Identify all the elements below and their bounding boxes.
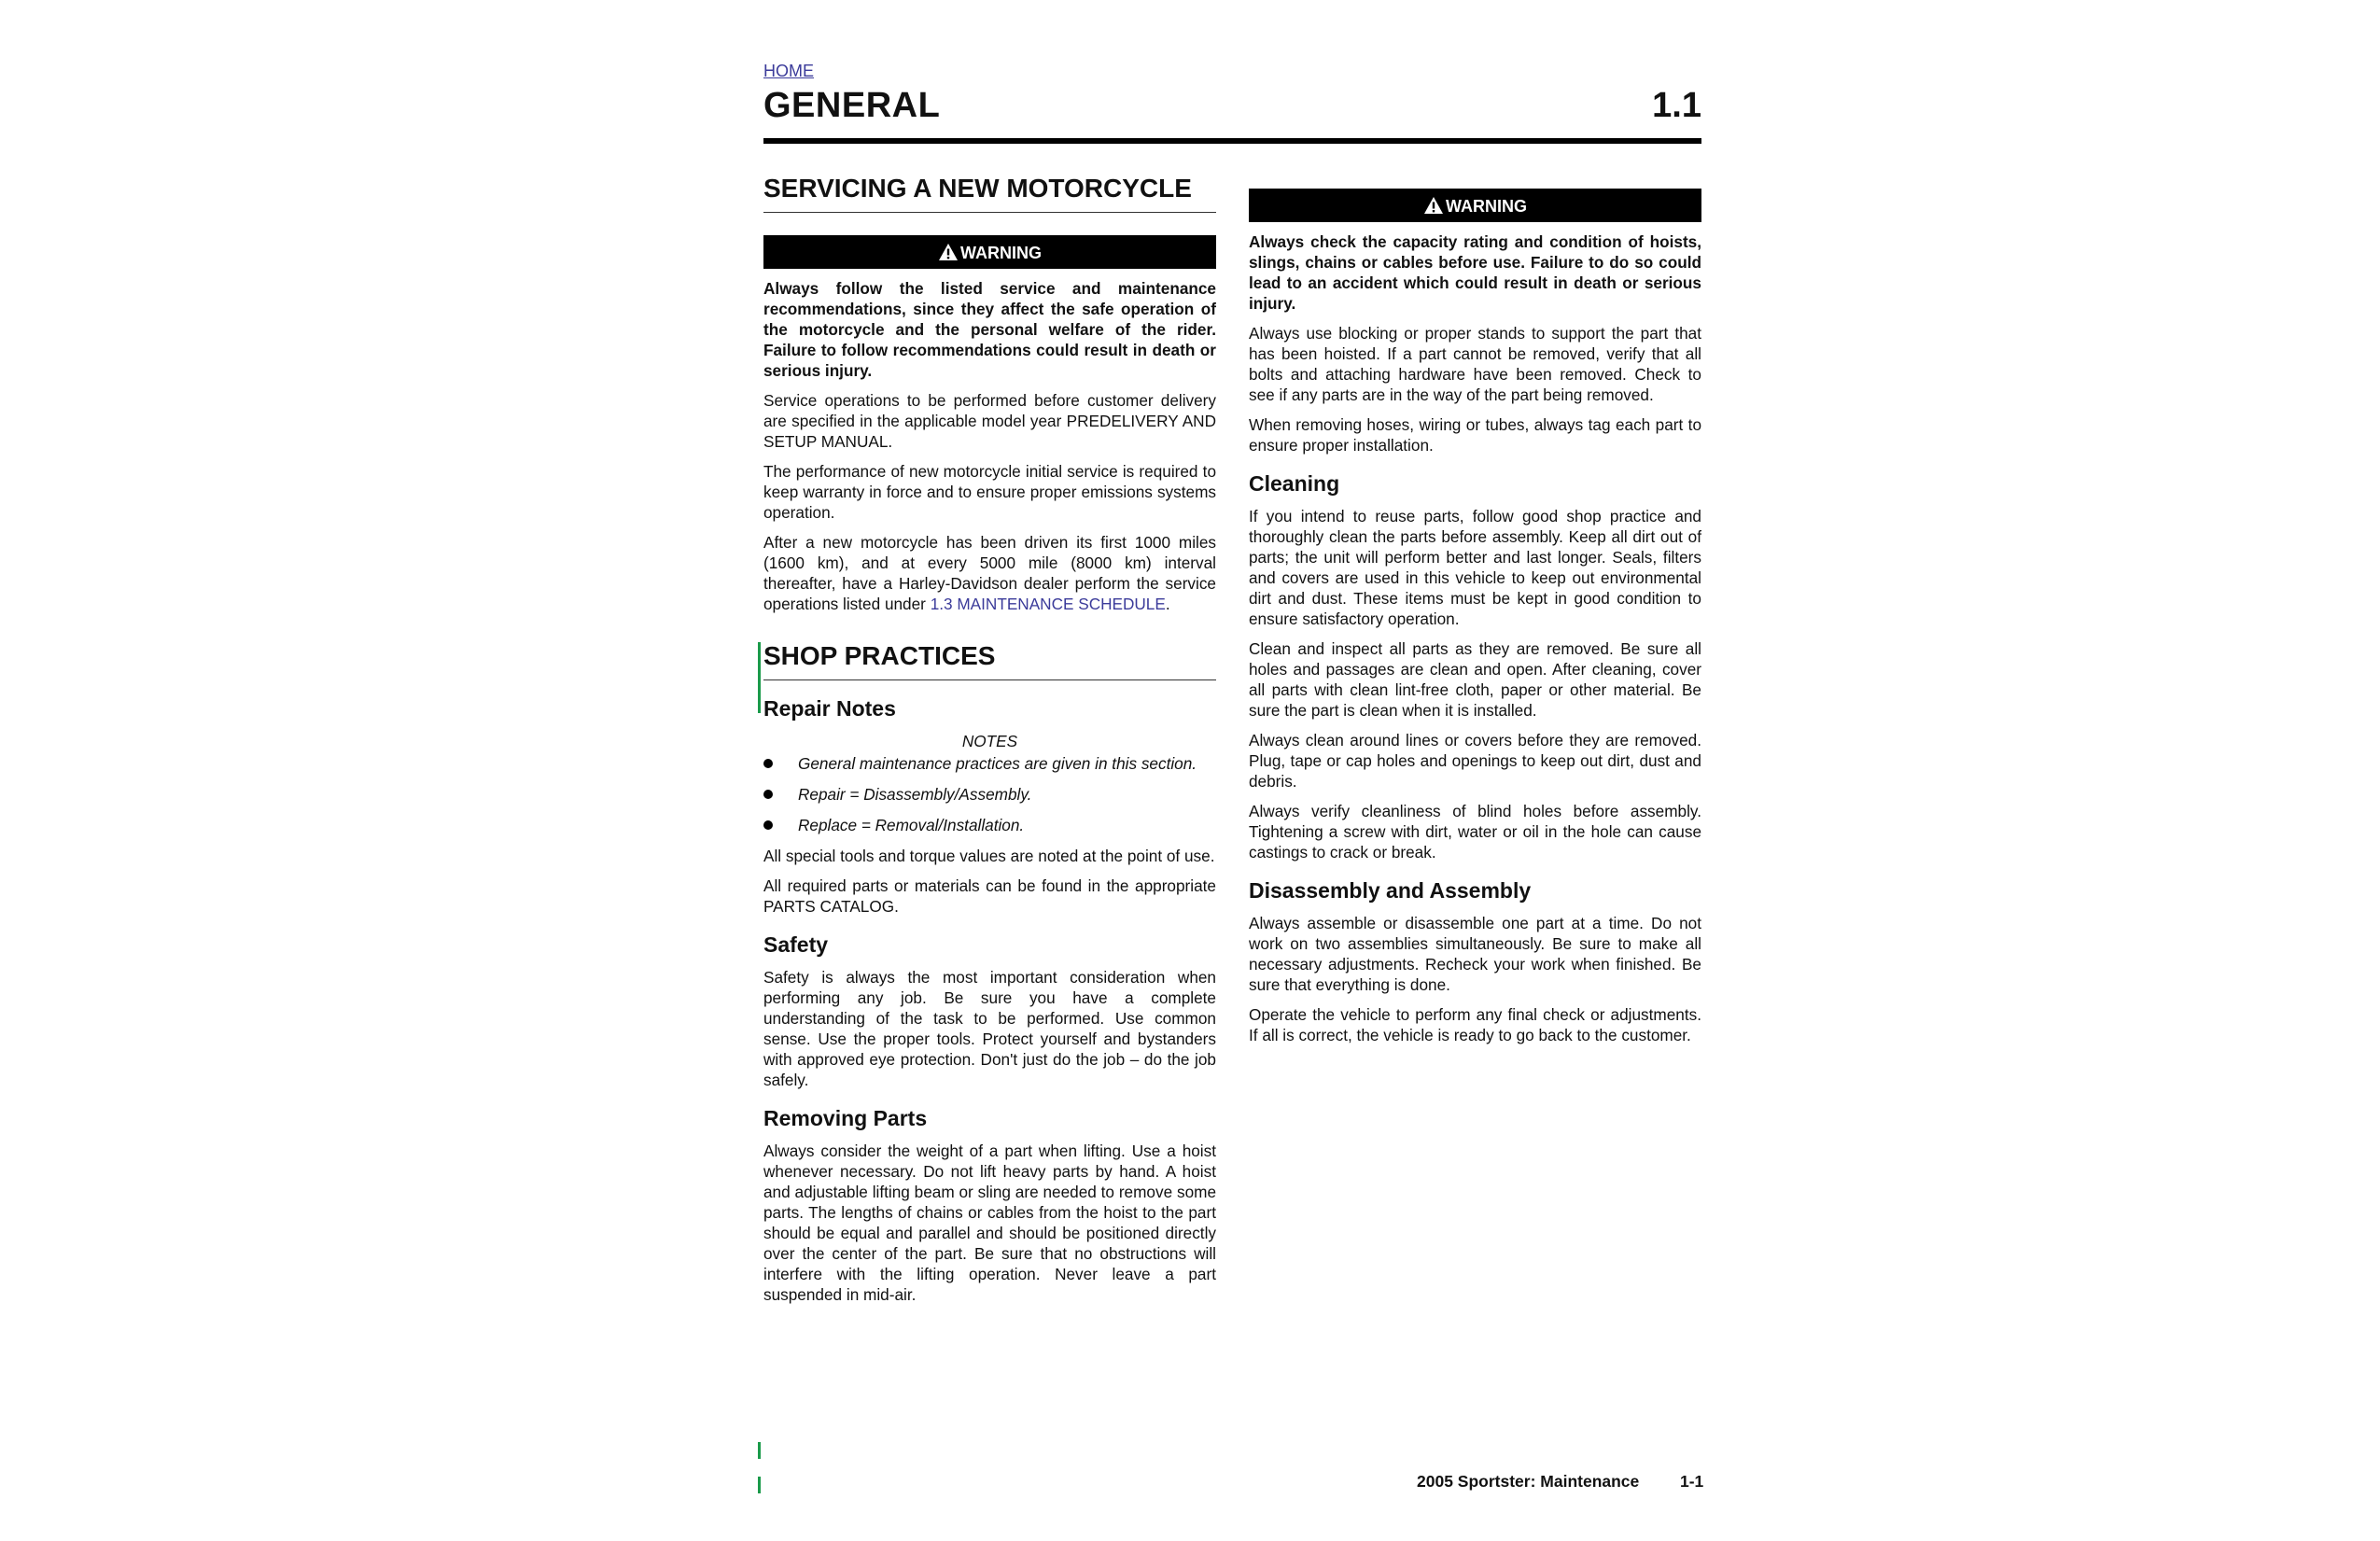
bullet-icon <box>763 790 773 799</box>
list-item <box>763 784 1216 805</box>
warning-banner <box>763 235 1216 269</box>
hoist-para-1: Always use blocking or proper stands to support the part that has been hoisted. If a part cannot be removed, verify that all bolts and attaching hardware have been removed. Check to see if any parts are in the way of the part being removed. <box>1249 324 1701 404</box>
note-text: Repair = Disassembly/Assembly. <box>798 785 1032 804</box>
footer-manual-title: 2005 Sportster: Maintenance <box>1417 1472 1640 1491</box>
warning-label: WARNING <box>960 244 1042 262</box>
notes-list <box>763 753 1216 835</box>
safety-heading: Safety <box>763 932 829 957</box>
change-bar <box>758 1477 761 1493</box>
servicing-para-3-text: After a new motorcycle has been driven its first 1000 miles (1600 km), and at every 5000 mile (8000 km) interval thereafter, have a Harley-Davidson dealer perform the service operations listed under <box>763 533 1216 613</box>
warning-banner <box>1249 189 1701 222</box>
notes-label: NOTES <box>961 732 1018 750</box>
cleaning-para-4: Always verify cleanliness of blind holes before assembly. Tightening a screw with dirt, water or oil in the hole can cause castings to crack or break. <box>1249 802 1701 862</box>
cleaning-para-1: If you intend to reuse parts, follow good shop practice and thoroughly clean the parts before assembly. Keep all dirt out of parts; the unit will perform better and last longer. Seals, filters and covers are used in this vehicle to keep out environmental dirt and dust. These items must be kept in good condition to ensure satisfactory operation. <box>1249 507 1701 628</box>
disassembly-para-1: Always assemble or disassemble one part at a time. Do not work on two assemblies simultaneously. Be sure to make all necessary adjustments. Recheck your work when finished. Be sure that everything is done. <box>1249 914 1701 994</box>
bullet-icon <box>763 820 773 830</box>
hoist-para-2: When removing hoses, wiring or tubes, always tag each part to ensure proper installation. <box>1249 415 1701 455</box>
servicing-para-2: The performance of new motorcycle initial service is required to keep warranty in force and to ensure proper emissions systems operation. <box>763 462 1216 522</box>
change-bar <box>758 1442 761 1459</box>
warning-text: Always follow the listed service and maintenance recommendations, since they affect the safe operation of the motorcycle and the personal welfare of the rider. Failure to follow recommendations could result in death or serious injury. <box>763 279 1216 380</box>
chapter-number: 1.1 <box>1652 86 1701 125</box>
disassembly-heading: Disassembly and Assembly <box>1249 878 1532 903</box>
home-link[interactable]: HOME <box>763 62 814 80</box>
bullet-icon <box>763 759 773 768</box>
note-text: General maintenance practices are given in this section. <box>798 754 1197 773</box>
warning-triangle-icon <box>938 243 959 261</box>
change-bar <box>758 642 761 713</box>
warning-triangle-icon <box>1423 196 1444 215</box>
servicing-para-3 <box>763 532 1216 614</box>
servicing-para-3-end: . <box>1165 595 1170 613</box>
chapter-rule <box>763 138 1701 144</box>
tools-para: All special tools and torque values are noted at the point of use. <box>763 847 1215 865</box>
cleaning-heading: Cleaning <box>1249 471 1340 496</box>
left-column <box>763 173 1216 1314</box>
cleaning-para-3: Always clean around lines or covers before they are removed. Plug, tape or cap holes and openings to keep out dirt, dust and debris. <box>1249 731 1701 791</box>
right-column <box>1249 173 1701 1055</box>
repair-notes-heading: Repair Notes <box>763 696 896 721</box>
note-text: Replace = Removal/Installation. <box>798 816 1025 834</box>
warning-label: WARNING <box>1446 197 1527 216</box>
footer-page-number: 1-1 <box>1680 1472 1704 1491</box>
removing-parts-heading: Removing Parts <box>763 1106 928 1130</box>
list-item <box>763 753 1216 774</box>
document-page <box>763 0 1704 1541</box>
safety-para: Safety is always the most important consideration when performing any job. Be sure you have a complete understanding of the task to be performed. Use common sense. Use the proper tools. Protect yourself and bystanders with approved eye protection. Don't just do the job – do the job safely. <box>763 968 1216 1089</box>
servicing-heading: SERVICING A NEW MOTORCYCLE <box>763 173 1216 213</box>
cleaning-para-2: Clean and inspect all parts as they are removed. Be sure all holes and passages are clean and open. After cleaning, cover all parts with clean lint-free cloth, paper or other material. Be sure the part is clean when it is installed. <box>1249 639 1701 720</box>
list-item <box>763 815 1216 835</box>
shop-practices-heading: SHOP PRACTICES <box>763 640 1216 680</box>
maintenance-schedule-link[interactable]: 1.3 MAINTENANCE SCHEDULE <box>930 595 1166 613</box>
disassembly-para-2: Operate the vehicle to perform any final check or adjustments. If all is correct, the vehicle is ready to go back to the customer. <box>1249 1005 1701 1044</box>
chapter-title: GENERAL <box>763 86 941 125</box>
removing-parts-para: Always consider the weight of a part when lifting. Use a hoist whenever necessary. Do not lift heavy parts by hand. A hoist and adjustable lifting beam or sling are needed to remove some parts. The lengths of chains or cables from the hoist to the part should be equal and parallel and should be positioned directly over the center of the part. Be sure that no obstructions will interfere with the lifting operation. Never leave a part suspended in mid-air. <box>763 1142 1216 1304</box>
parts-para: All required parts or materials can be found in the appropriate PARTS CATALOG. <box>763 876 1216 916</box>
servicing-para-1: Service operations to be performed before customer delivery are specified in the applicable model year PREDELIVERY AND SETUP MANUAL. <box>763 391 1216 451</box>
warning-text: Always check the capacity rating and condition of hoists, slings, chains or cables before use. Failure to do so could lead to an accident which could result in death or serious injury. <box>1249 232 1701 313</box>
